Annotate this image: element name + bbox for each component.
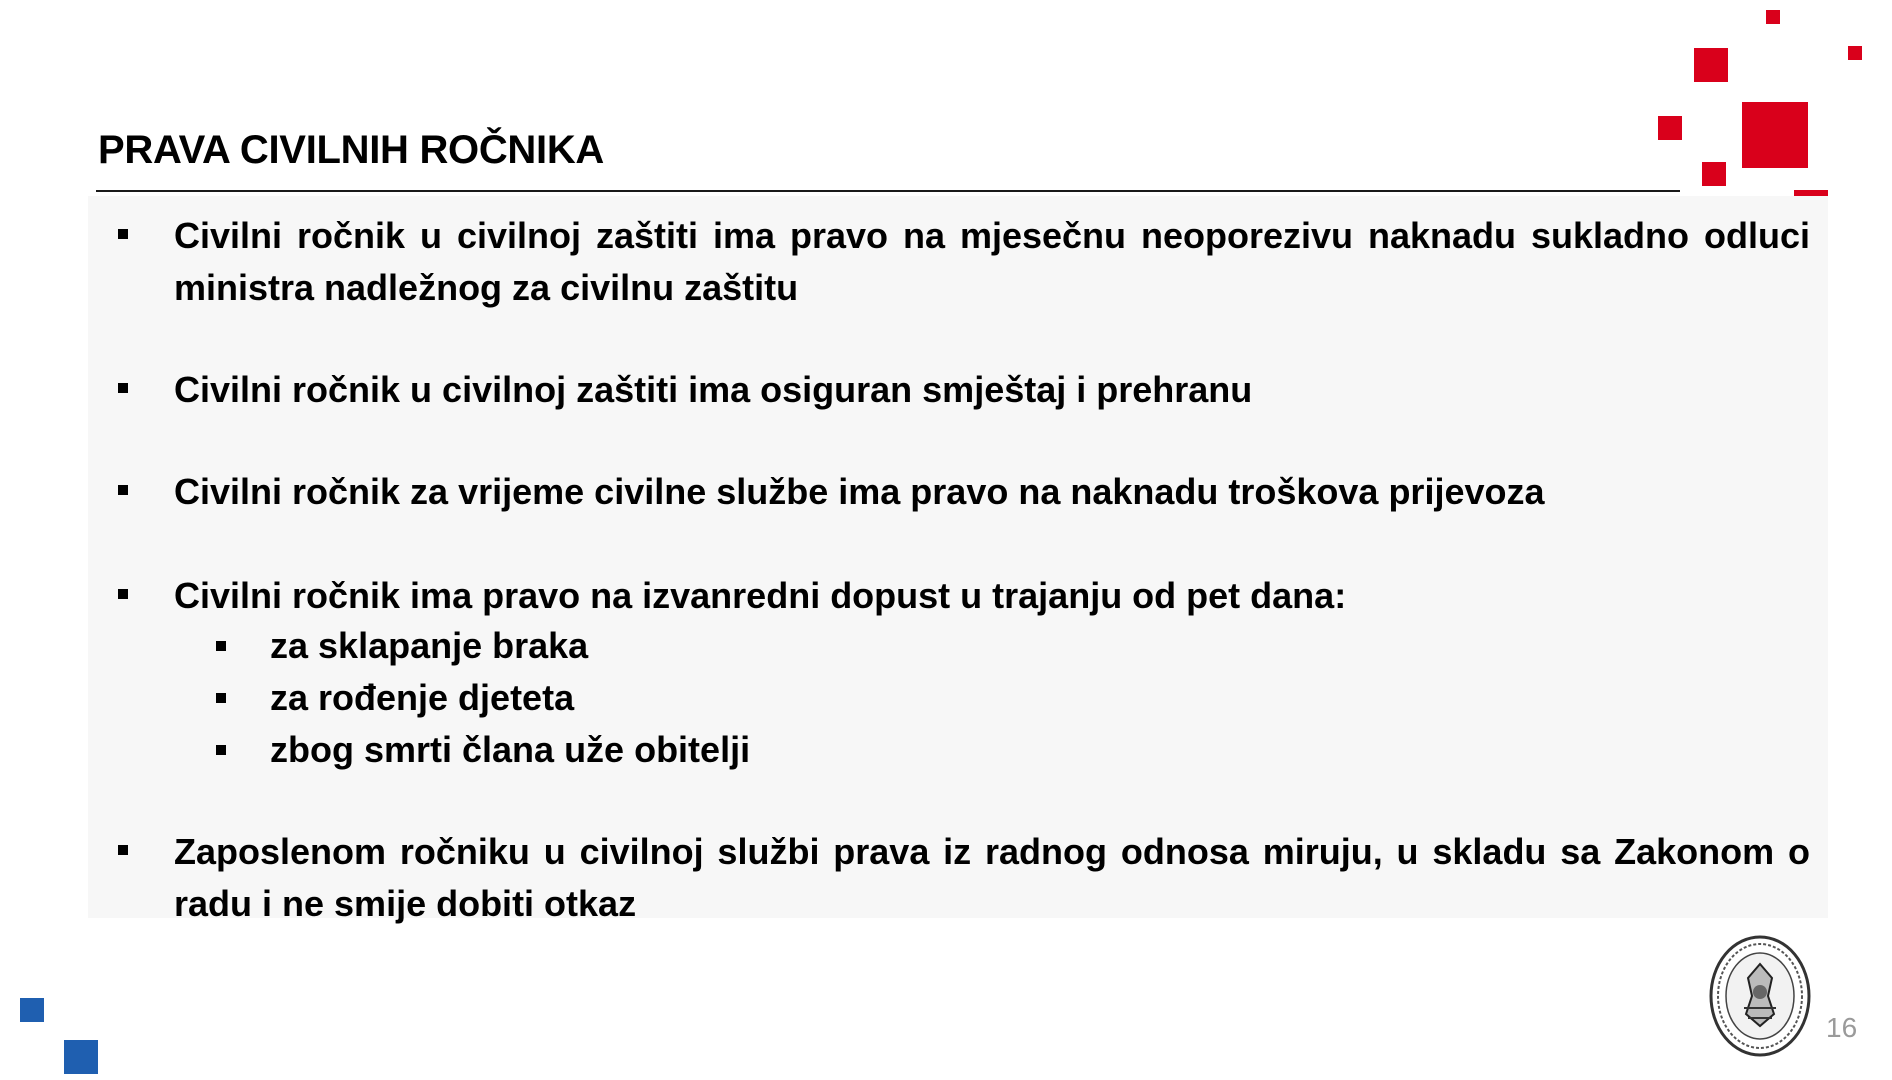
- coat-of-arms-seal-icon: [1708, 934, 1812, 1058]
- red-square-deco: [1742, 102, 1808, 168]
- title-divider: [96, 190, 1680, 192]
- content-panel: [88, 196, 1828, 924]
- red-square-deco: [1694, 48, 1728, 82]
- bullet-text: Civilni ročnik u civilnoj zaštiti ima pravo na mjesečnu neoporezivu naknadu sukladno odluci ministra nadležnog za civilnu zaštitu: [174, 215, 1810, 308]
- square-bullet-icon: [118, 485, 128, 495]
- bullet-text: Civilni ročnik za vrijeme civilne službe ima pravo na naknadu troškova prijevoza: [174, 471, 1545, 512]
- page-number: 16: [1826, 1012, 1858, 1043]
- square-bullet-icon: [118, 845, 128, 855]
- bullet-text: Civilni ročnik ima pravo na izvanredni dopust u trajanju od pet dana:: [174, 575, 1347, 616]
- blue-square-deco: [20, 998, 44, 1022]
- sub-bullet-text: zbog smrti člana uže obitelji: [270, 729, 751, 770]
- bullet-text: Zaposlenom ročniku u civilnoj službi prava iz radnog odnosa miruju, u skladu sa Zakonom o radu i ne smije dobiti otkaz: [174, 831, 1810, 924]
- sub-bullet-text: za sklapanje braka: [270, 625, 589, 666]
- square-bullet-icon: [118, 229, 128, 239]
- red-square-deco: [1702, 162, 1726, 186]
- red-square-deco: [1766, 10, 1780, 24]
- square-bullet-icon: [216, 693, 226, 703]
- bullet-list: [88, 196, 1828, 924]
- slide-title: PRAVA CIVILNIH ROČNIKA: [98, 128, 604, 172]
- square-bullet-icon: [118, 383, 128, 393]
- square-bullet-icon: [216, 745, 226, 755]
- sub-bullet-text: za rođenje djeteta: [270, 677, 575, 718]
- bullet-text: Civilni ročnik u civilnoj zaštiti ima osiguran smještaj i prehranu: [174, 369, 1253, 410]
- square-bullet-icon: [216, 641, 226, 651]
- red-square-deco: [1848, 46, 1862, 60]
- red-square-deco: [1658, 116, 1682, 140]
- blue-square-deco: [64, 1040, 98, 1074]
- square-bullet-icon: [118, 589, 128, 599]
